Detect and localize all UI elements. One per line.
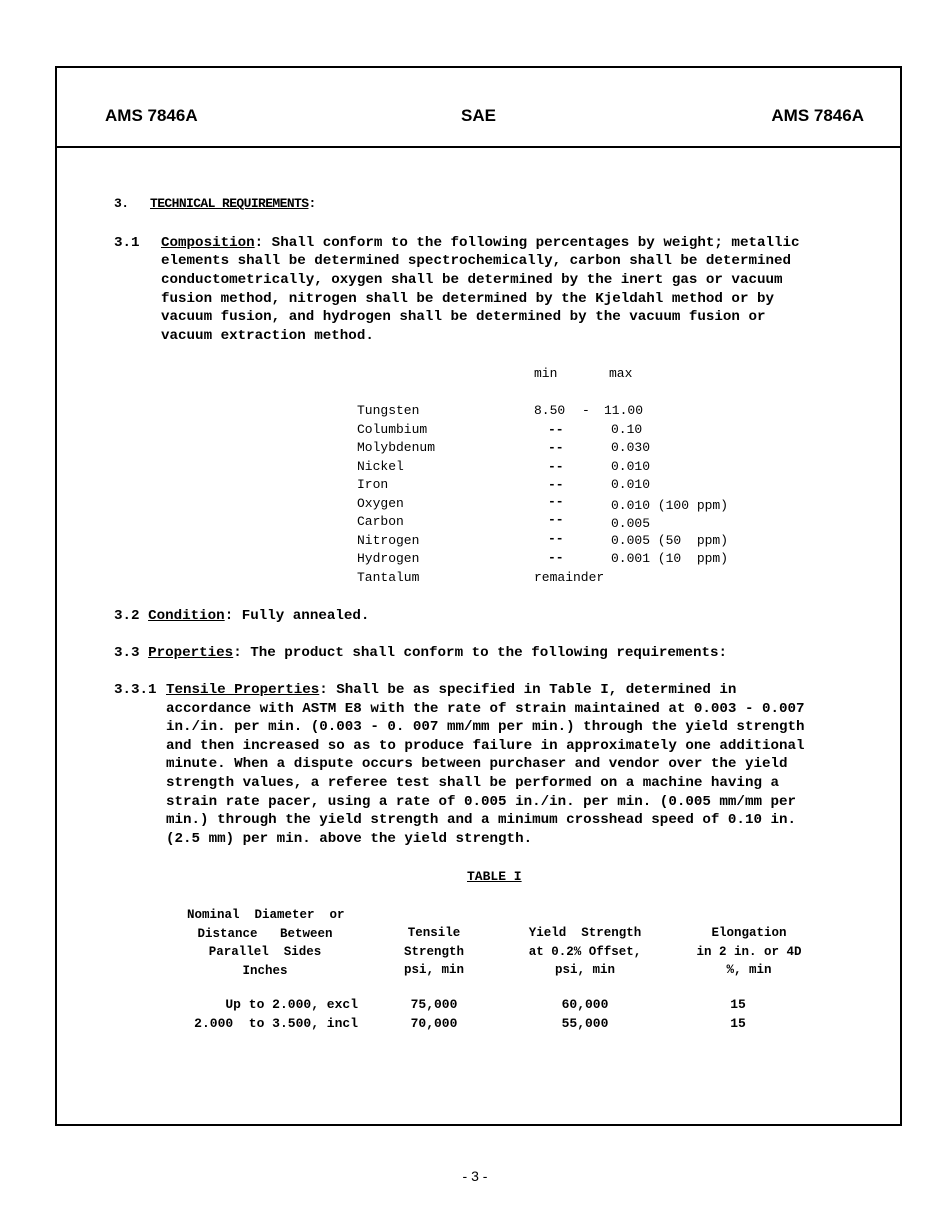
s3-1-line-2: elements shall be determined spectrochemically, carbon shall be determined <box>161 253 792 269</box>
header-line: at 0.2% Offset, <box>528 944 642 959</box>
composition-max: 0.10 <box>611 422 643 437</box>
s3-3-1-line-9: (2.5 mm) per min. above the yield strength. <box>166 831 533 847</box>
s3-3-1-line-7: strain rate pacer, using a rate of 0.005 in./in. per min. (0.005 mm/mm per <box>166 794 797 810</box>
composition-min: -- <box>548 459 564 474</box>
section-3-colon: : <box>308 196 316 211</box>
s3-3-1-line-2: accordance with ASTM E8 with the rate of strain maintained at 0.003 - 0.007 <box>166 701 805 717</box>
header-line: psi, min <box>554 963 615 977</box>
composition-col-max: max <box>609 366 633 381</box>
s3-3-paragraph <box>114 645 727 661</box>
s3-2-paragraph <box>114 608 369 624</box>
header-line: Distance Between <box>197 926 333 941</box>
composition-element: Hydrogen <box>357 551 420 566</box>
s3-3-title: Properties <box>148 645 234 661</box>
table-row-2-tensile: 70,000 <box>410 1016 458 1031</box>
s3-2-title: Condition <box>148 608 225 624</box>
section-3-number: 3. <box>114 196 129 211</box>
composition-min: 8.50 <box>534 403 566 418</box>
table-1-header-elongation <box>680 924 818 980</box>
header-line: Yield Strength <box>528 926 642 940</box>
composition-min: -- <box>548 494 564 509</box>
composition-element: Tantalum <box>357 570 420 585</box>
table-row-2-yield: 55,000 <box>561 1016 609 1031</box>
table-row-1-tensile: 75,000 <box>410 997 458 1012</box>
header-divider <box>57 146 900 148</box>
s3-1-line-3: conductometrically, oxygen shall be determined by the inert gas or vacuum <box>161 272 783 288</box>
composition-element: Nitrogen <box>357 533 420 548</box>
s3-3-1-line-3: in./in. per min. (0.003 - 0. 007 mm/mm per min.) through the yield strength <box>166 719 805 735</box>
s3-1-text-0: : Shall conform to the following percentages by weight; metallic <box>254 235 800 251</box>
header-line: Parallel Sides <box>208 945 322 959</box>
table-row-1-diameter: Up to 2.000, excl <box>225 997 358 1012</box>
composition-min: -- <box>548 531 564 546</box>
s3-3-1-number: 3.3.1 <box>114 682 157 698</box>
header-line: %, min <box>726 963 772 977</box>
composition-col-min: min <box>534 366 558 381</box>
header-line: Tensile <box>407 926 461 940</box>
table-1-header-diameter <box>172 906 358 980</box>
header-line: in 2 in. or 4D <box>696 944 802 959</box>
composition-min: -- <box>548 550 564 565</box>
composition-element: Iron <box>357 477 389 492</box>
table-1-header-tensile <box>384 924 484 980</box>
s3-3-1-line-8: min.) through the yield strength and a minimum crosshead speed of 0.10 in. <box>166 812 797 828</box>
composition-max: 0.010 <box>611 459 651 474</box>
composition-element: Molybdenum <box>357 440 436 455</box>
s3-1-number: 3.1 <box>114 235 140 251</box>
table-1-title: TABLE I <box>467 869 522 884</box>
composition-element: Tungsten <box>357 403 420 418</box>
header-line: Nominal Diameter or <box>187 908 345 922</box>
header-line: Elongation <box>711 926 787 940</box>
s3-2-number: 3.2 <box>114 608 140 624</box>
composition-max: 0.010 (100 ppm) <box>611 498 729 513</box>
composition-range-dash: - <box>582 403 590 418</box>
table-1-header-yield <box>510 924 660 980</box>
s3-3-text: : The product shall conform to the following requirements: <box>233 645 728 661</box>
header-line: Strength <box>403 944 464 959</box>
composition-min: remainder <box>534 570 605 585</box>
composition-element: Columbium <box>357 422 428 437</box>
composition-max: 0.001 (10 ppm) <box>611 551 729 566</box>
page-number: - 3 - <box>462 1168 488 1184</box>
header-line: psi, min <box>403 963 464 977</box>
s3-3-1-line-6: strength values, a referee test shall be performed on a machine having a <box>166 775 779 791</box>
s3-1-line-6: vacuum extraction method. <box>161 328 374 344</box>
s3-3-1-line-4: and then increased so as to produce failure in approximately one additional <box>166 738 805 754</box>
table-row-1-elongation: 15 <box>730 997 746 1012</box>
table-row-2-diameter: 2.000 to 3.500, incl <box>194 1016 358 1031</box>
s3-2-text: : Fully annealed. <box>224 608 370 624</box>
composition-element: Oxygen <box>357 496 404 511</box>
s3-3-1-line-5: minute. When a dispute occurs between purchaser and vendor over the yield <box>166 756 788 772</box>
composition-min: -- <box>548 440 564 455</box>
composition-min: -- <box>548 477 564 492</box>
composition-element: Carbon <box>357 514 404 529</box>
s3-3-1-line-1 <box>166 682 736 698</box>
s3-3-1-title: Tensile Properties <box>166 682 320 698</box>
composition-max: 0.030 <box>611 440 651 455</box>
composition-min: -- <box>548 512 564 527</box>
s3-1-title: Composition <box>161 235 255 251</box>
header-left-doc-id: AMS 7846A <box>105 106 198 125</box>
composition-max: 0.005 (50 ppm) <box>611 533 729 548</box>
header-line: Inches <box>242 963 288 978</box>
composition-max: 0.005 <box>611 516 651 531</box>
table-row-2-elongation: 15 <box>730 1016 746 1031</box>
composition-max: 0.010 <box>611 477 651 492</box>
section-3-title: TECHNICAL REQUIREMENTS <box>150 196 309 211</box>
s3-3-number: 3.3 <box>114 645 140 661</box>
header-center-org: SAE <box>461 106 496 125</box>
header-right-doc-id: AMS 7846A <box>771 106 864 125</box>
s3-1-line-1 <box>161 235 800 251</box>
s3-3-1-text-0: : Shall be as specified in Table I, determined in <box>319 682 737 698</box>
section-3-heading <box>114 196 316 211</box>
composition-element: Nickel <box>357 459 404 474</box>
table-row-1-yield: 60,000 <box>561 997 609 1012</box>
s3-1-line-4: fusion method, nitrogen shall be determined by the Kjeldahl method or by <box>161 291 774 307</box>
composition-min: -- <box>548 422 564 437</box>
s3-1-line-5: vacuum fusion, and hydrogen shall be determined by the vacuum fusion or <box>161 309 766 325</box>
composition-max: 11.00 <box>604 403 644 418</box>
